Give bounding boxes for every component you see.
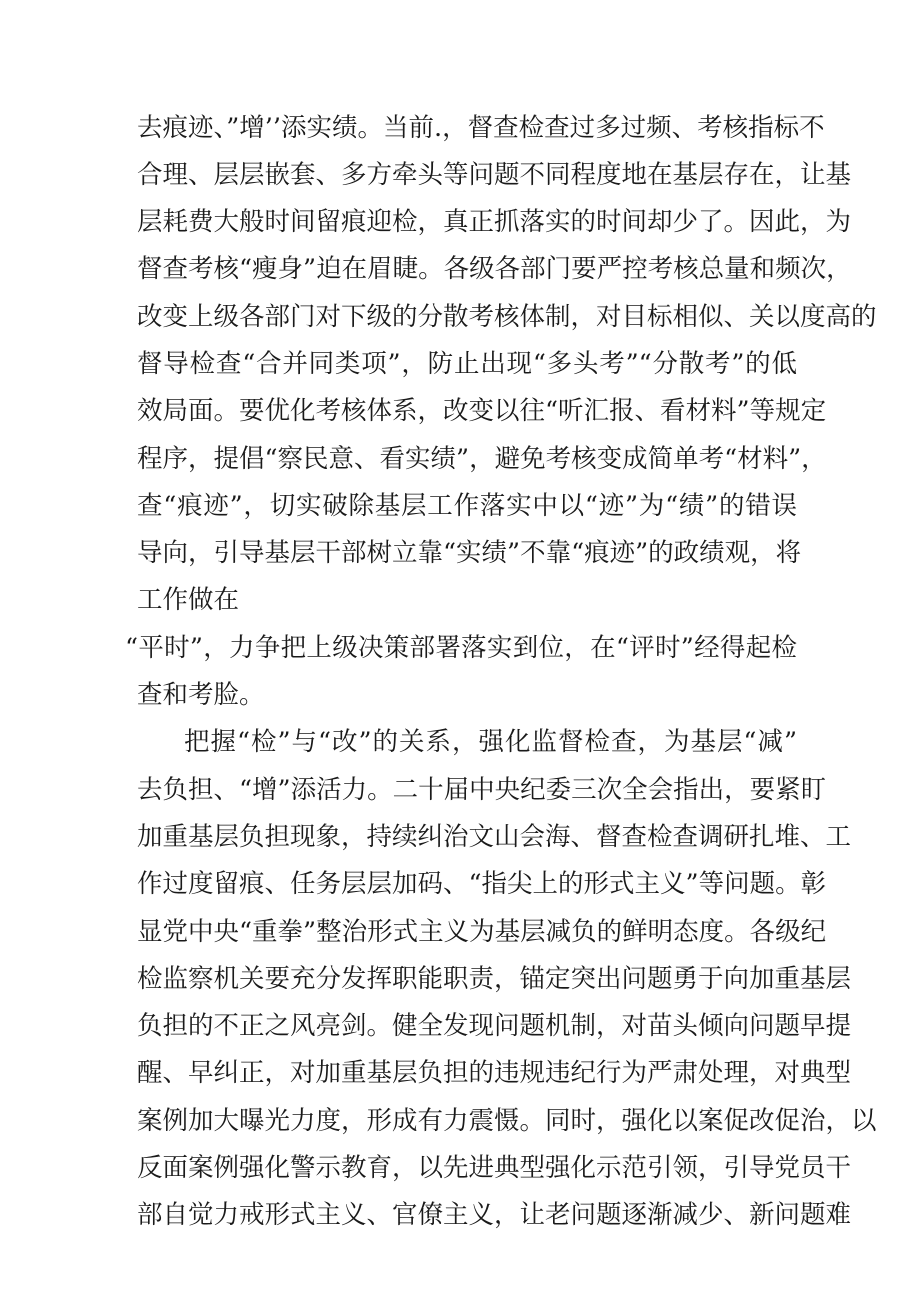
text-line: 去痕迹、”增’’添实绩。当前.，督查检查过多过频、考核指标不 bbox=[137, 113, 825, 143]
text-line: 改变上级各部门对下级的分散考核体制，对目标相似、关以度高的 bbox=[137, 302, 877, 332]
text-line: 督查考核“瘦身”迫在眉睫。各级各部门要严控考核总量和频次， bbox=[137, 254, 852, 284]
text-line: “平时”，力争把上级决策部署落实到位，在“评时”经得起检 bbox=[125, 633, 797, 663]
paragraph-first-line: 把握“检”与“改”的关系，强化监督检查，为基层“减” bbox=[184, 727, 797, 757]
text-line: 检监察机关要充分发挥职能职责，锚定突出问题勇于向加重基层 bbox=[137, 964, 852, 994]
text-line: 导向，引导基层干部树立靠“实绩”不靠“痕迹”的政绩观，将 bbox=[137, 538, 802, 568]
text-line: 督导检查“合并同类项”，防止出现“多头考”“分散考”的低 bbox=[137, 349, 797, 379]
text-line: 加重基层负担现象，持续纠治文山会海、督查检查调研扎堆、工 bbox=[137, 822, 852, 852]
text-line: 效局面。要优化考核体系，改变以往“听汇报、看材料”等规定 bbox=[137, 396, 827, 426]
text-line: 查“痕迹”，切实破除基层工作落实中以“迹”为“绩”的错误 bbox=[137, 491, 797, 521]
text-line: 显党中央“重拳”整治形式主义为基层减负的鲜明态度。各级纪 bbox=[137, 917, 827, 947]
text-line: 部自觉力戒形式主义、官僚主义，让老问题逐渐减少、新问题难 bbox=[137, 1200, 852, 1230]
text-line: 反面案例强化警示教育，以先进典型强化示范引领，引导党员干 bbox=[137, 1153, 852, 1183]
text-line: 层耗费大般时间留痕迎检，真正抓落实的时间却少了。因此，为 bbox=[137, 207, 852, 237]
text-line: 作过度留痕、任务层层加码、“指尖上的形式主义”等问题。彰 bbox=[137, 869, 827, 899]
text-line: 程序，提倡“察民意、看实绩”，避免考核变成简单考“材料”， bbox=[137, 444, 827, 474]
text-line: 查和考脸。 bbox=[137, 680, 265, 710]
text-line: 负担的不正之风亮剑。健全发现问题机制，对苗头倾向问题早提 bbox=[137, 1011, 852, 1041]
text-line: 醒、早纠正，对加重基层负担的违规违纪行为严肃处理，对典型 bbox=[137, 1058, 852, 1088]
text-line: 合理、层层嵌套、多方牵头等问题不同程度地在基层存在，让基 bbox=[137, 160, 852, 190]
text-line: 工作做在 bbox=[137, 585, 240, 615]
text-line: 案例加大曝光力度，形成有力震慑。同时，强化以案促改促治，以 bbox=[137, 1106, 877, 1136]
text-line: 去负担、“增”添活力。二十届中央纪委三次全会指出，要紧盯 bbox=[137, 775, 827, 805]
